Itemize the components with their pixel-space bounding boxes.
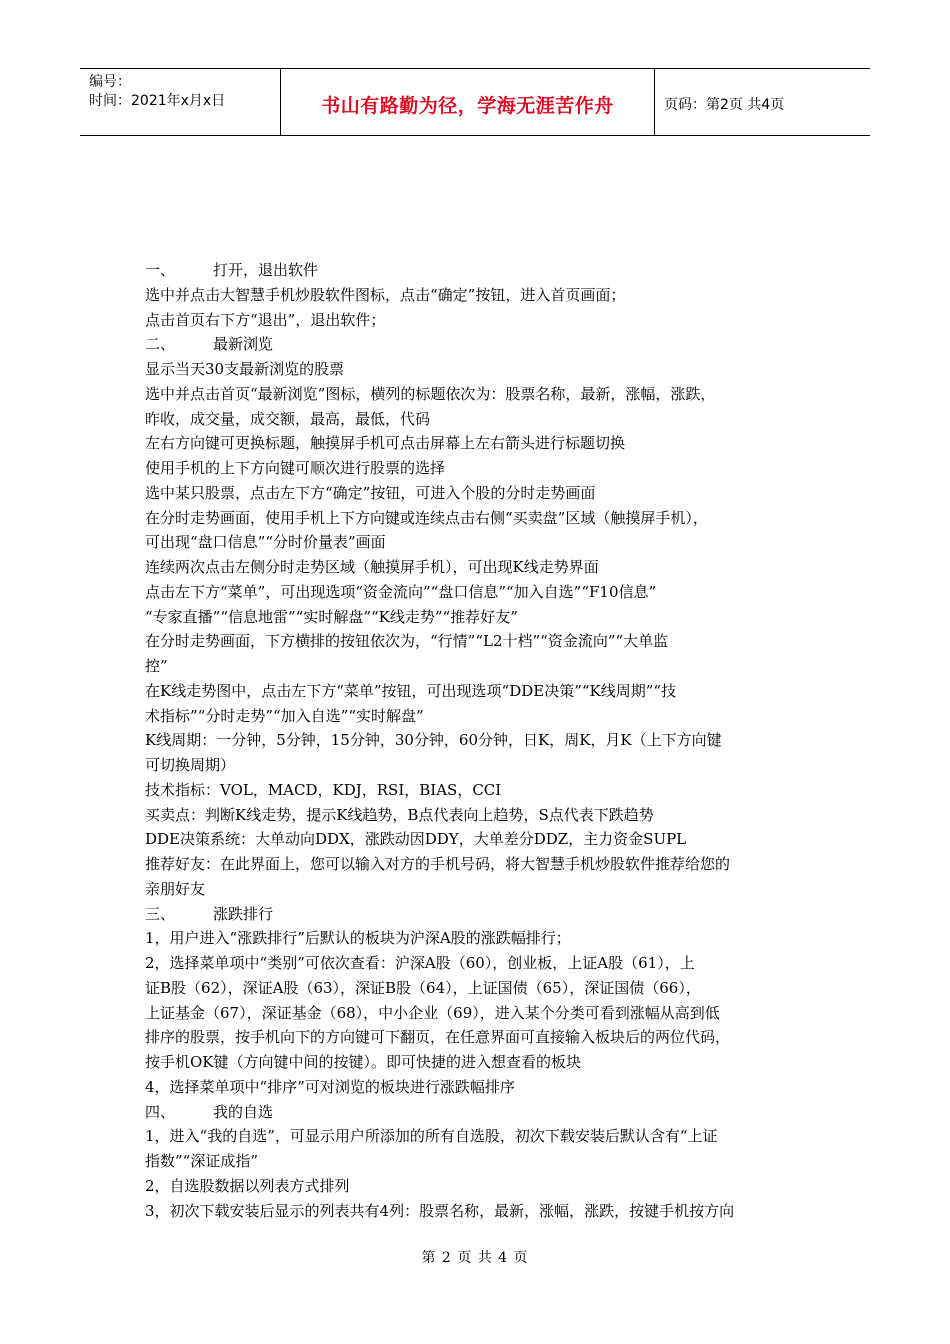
page-label: 页码：第2页 共4页 [664,97,785,113]
text-line: 1，进入“我的自选”，可显示用户所添加的所有自选股，初次下载安装后默认含有“上证 [145,1127,718,1146]
section-number: 一、 [145,261,176,279]
section-title: 我的自选 [213,1102,274,1121]
text-line: 指数”“深证成指” [145,1152,259,1170]
time-label: 时间：2021年x月x日 [89,93,226,109]
text-line: 2，选择菜单项中“类别”可依次查看：沪深A股（60），创业板，上证A股（61），上 [145,954,695,972]
text-line: 按手机OK键（方向键中间的按键）。即可快捷的进入想查看的板块 [145,1053,582,1071]
section-heading [145,1100,810,1125]
section-number: 二、 [145,335,176,354]
text-line: 买卖点：判断K线走势，提示K线趋势，B点代表向上趋势，S点代表下跌趋势 [145,805,654,824]
text-line: 使用手机的上下方向键可顺次进行股票的选择 [145,459,446,477]
text-line: 技术指标：VOL，MACD，KDJ，RSI，BIAS，CCI [145,780,502,799]
text-line: 在分时走势画面，下方横排的按钮依次为，“行情”“L2十档”“资金流向”“大单监 [145,632,669,651]
text-line: 点击左下方“菜单”，可出现选项“资金流向”“盘口信息”“加入自选”“F10信息” [145,582,657,601]
text-line: 选中并点击大智慧手机炒股软件图标，点击“确定”按钮，进入首页画面； [145,285,626,304]
text-line: 排序的股票，按手机向下的方向键可下翻页，在任意界面可直接输入板块后的两位代码， [145,1028,731,1047]
text-line: 2，自选股数据以列表方式排列 [145,1176,350,1195]
text-line: 1，用户进入“涨跌排行”后默认的板块为沪深A股的涨跌幅排行； [145,929,571,948]
header-motto-cell [281,69,655,135]
text-line: 选中某只股票，点击左下方“确定”按钮，可进入个股的分时走势画面 [145,483,596,502]
text-line: “专家直播”“信息地雷”“实时解盘”“K线走势”“推荐好友” [145,607,518,626]
text-line: DDE决策系统：大单动向DDX，涨跌动因DDY，大单差分DDZ，主力资金SUPL [145,830,687,849]
text-line: 3，初次下载安装后显示的列表共有4列：股票名称，最新，涨幅，涨跌，按键手机按方向 [145,1201,735,1220]
page-footer: 第 2 页 共 4 页 [421,1250,529,1266]
header-page-cell [655,71,870,137]
section-heading [145,258,810,283]
section-title: 最新浏览 [213,335,274,354]
text-line: 选中并点击首页“最新浏览”图标，横列的标题依次为：股票名称，最新，涨幅，涨跌， [145,384,716,403]
text-line: 可切换周期） [145,756,236,774]
text-line: 左右方向键可更换标题，触摸屏手机可点击屏幕上左右箭头进行标题切换 [145,434,626,453]
text-line: 在K线走势图中，点击左下方“菜单”按钮，可出现选项“DDE决策”“K线周期”“技 [145,681,677,700]
text-line: 术指标”“分时走势”“加入自选”“实时解盘” [145,706,424,725]
text-line: K线周期：一分钟，5分钟，15分钟，30分钟，60分钟，日K，周K，月K（上下方向键 [145,731,722,750]
document-header [80,68,870,136]
section-heading [145,902,810,927]
text-line: 4，选择菜单项中“排序”可对浏览的板块进行涨跌幅排序 [145,1077,515,1096]
section-title: 打开，退出软件 [213,261,319,279]
text-line: 证B股（62），深证A股（63），深证B股（64），上证国债（65），深证国债（66）， [145,978,701,997]
document-body [145,258,810,1223]
section-heading [145,332,810,357]
text-line: 显示当天30支最新浏览的股票 [145,360,345,378]
number-label: 编号： [89,74,131,90]
section-title: 涨跌排行 [213,904,274,923]
section-number: 三、 [145,904,176,923]
text-line: 亲朋好友 [145,879,206,898]
motto-text: 书山有路勤为径，学海无涯苦作舟 [321,94,614,117]
section-number: 四、 [145,1102,176,1121]
text-line: 上证基金（67），深证基金（68），中小企业（69），进入某个分类可看到涨幅从高到低 [145,1003,720,1022]
header-info-cell [80,69,281,135]
text-line: 连续两次点击左侧分时走势区域（触摸屏手机），可出现K线走势界面 [145,558,599,576]
text-line: 控” [145,657,168,675]
text-line: 点击首页右下方“退出”，退出软件； [145,310,386,329]
text-line: 昨收，成交量，成交额，最高，最低，代码 [145,409,431,428]
text-line: 可出现“盘口信息”“分时价量表”画面 [145,533,386,552]
text-line: 在分时走势画面，使用手机上下方向键或连续点击右侧“买卖盘”区域（触摸屏手机）， [145,508,708,527]
text-line: 推荐好友：在此界面上，您可以输入对方的手机号码，将大智慧手机炒股软件推荐给您的 [145,855,731,873]
